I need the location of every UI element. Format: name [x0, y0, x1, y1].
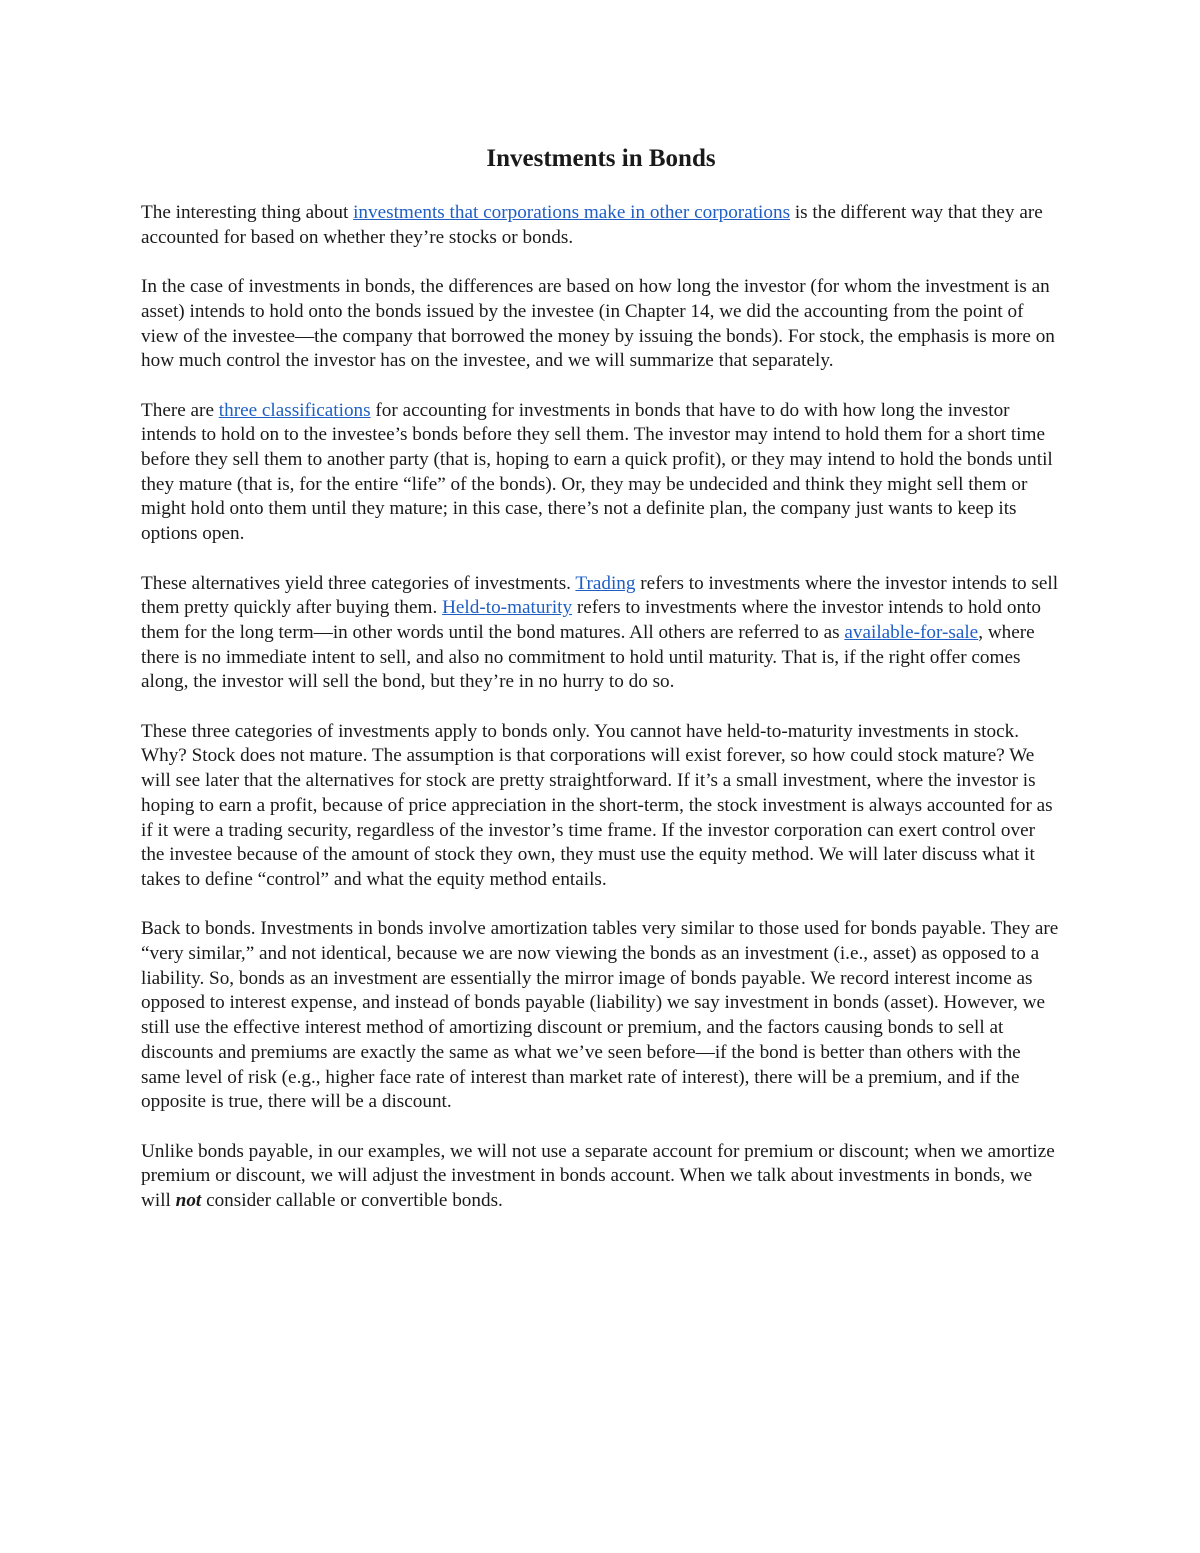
trading-link[interactable]: Trading	[575, 572, 636, 594]
paragraph-text: refers to investments where the investor intends to hold onto them for the long term—in other words until the bond matures. All others are referred to as	[141, 597, 1042, 643]
paragraph-text: for accounting for investments in bonds that have to do with how long the investor intends to hold on to the investee’s bonds before they sell them. The investor may intend to hold them for a short time before they sell them to another party (that is, hoping to earn a quick profit), or they may intend to hold the bonds until they mature (that is, for the entire “life” of the bonds). Or, they may be undecided and think they might sell them or might hold onto them until they mature; in this case, there’s not a definite plan, the company just wants to keep its options open.	[141, 399, 1053, 545]
paragraph-classifications	[141, 399, 1061, 547]
paragraph-text: These alternatives yield three categories of investments.	[141, 572, 576, 594]
paragraph-intro	[141, 201, 1061, 250]
paragraph-text: is the different way that they are accounted for based on whether they’re stocks or bonds.	[141, 202, 1043, 248]
available-for-sale-link[interactable]: available-for-sale	[844, 621, 979, 643]
paragraph-text: The interesting thing about	[141, 202, 354, 223]
paragraph-premium-discount	[141, 1140, 1061, 1214]
emphasis-not: not	[175, 1190, 202, 1212]
paragraph-categories	[141, 572, 1061, 696]
three-classifications-link[interactable]: three classifications	[218, 399, 371, 421]
paragraph-amortization: Back to bonds. Investments in bonds involve amortization tables very similar to those used for bonds payable. They are “very similar,” and not identical, because we are now viewing the bonds as an investment (i.e., asset) as opposed to a liability. So, bonds as an investment are essentially the mirror image of bonds payable. We record interest income as opposed to interest expense, and instead of bonds payable (liability) we say investment in bonds (asset). However, we still use the effective interest method of amortizing discount or premium, and the factors causing bonds to sell at discounts and premiums are exactly the same as what we’ve seen before—if the bond is better than others with the same level of risk (e.g., higher face rate of interest than market rate of interest), there will be a premium, and if the opposite is true, there will be a discount.	[141, 918, 1059, 1113]
paragraph-bond-differences: In the case of investments in bonds, the differences are based on how long the investor (for whom the investment is an asset) intends to hold onto the bonds issued by the investee (in Chapter 14, we did the accounting from the point of view of the investee—the company that borrowed the money by issuing the bonds). For stock, the emphasis is more on how much control the investor has on the investee, and we will summarize that separately.	[141, 276, 1055, 372]
paragraph-text: consider callable or convertible bonds.	[201, 1190, 503, 1212]
paragraph-text: , where there is no immediate intent to sell, and also no commitment to hold until maturity. That is, if the right offer comes along, the investor will sell the bond, but they’re in no hurry to do so.	[141, 621, 1035, 693]
paragraph-text: refers to investments where the investor intends to sell them pretty quickly after buying them.	[141, 572, 1059, 619]
page-title: Investments in Bonds	[486, 145, 716, 172]
document-body	[141, 140, 1061, 1238]
paragraph-text: Unlike bonds payable, in our examples, we will not use a separate account for premium or discount; when we amortize premium or discount, we will adjust the investment in bonds account. When we talk about investments in bonds, we will	[141, 1140, 1055, 1212]
held-to-maturity-link[interactable]: Held-to-maturity	[442, 597, 573, 619]
paragraph-text: There are	[141, 399, 219, 421]
investments-in-corporations-link[interactable]: investments that corporations make in other corporations	[353, 202, 791, 223]
paragraph-bonds-only: These three categories of investments apply to bonds only. You cannot have held-to-maturity investments in stock. Why? Stock does not mature. The assumption is that corporations will exist forever, so how could stock mature? We will see later that the alternatives for stock are pretty straightforward. If it’s a small investment, where the investor is hoping to earn a profit, because of price appreciation in the short-term, the stock investment is always accounted for as if it were a trading security, regardless of the investor’s time frame. If the investor corporation can exert control over the investee because of the amount of stock they own, they must use the equity method. We will later discuss what it takes to define “control” and what the equity method entails.	[141, 720, 1053, 890]
